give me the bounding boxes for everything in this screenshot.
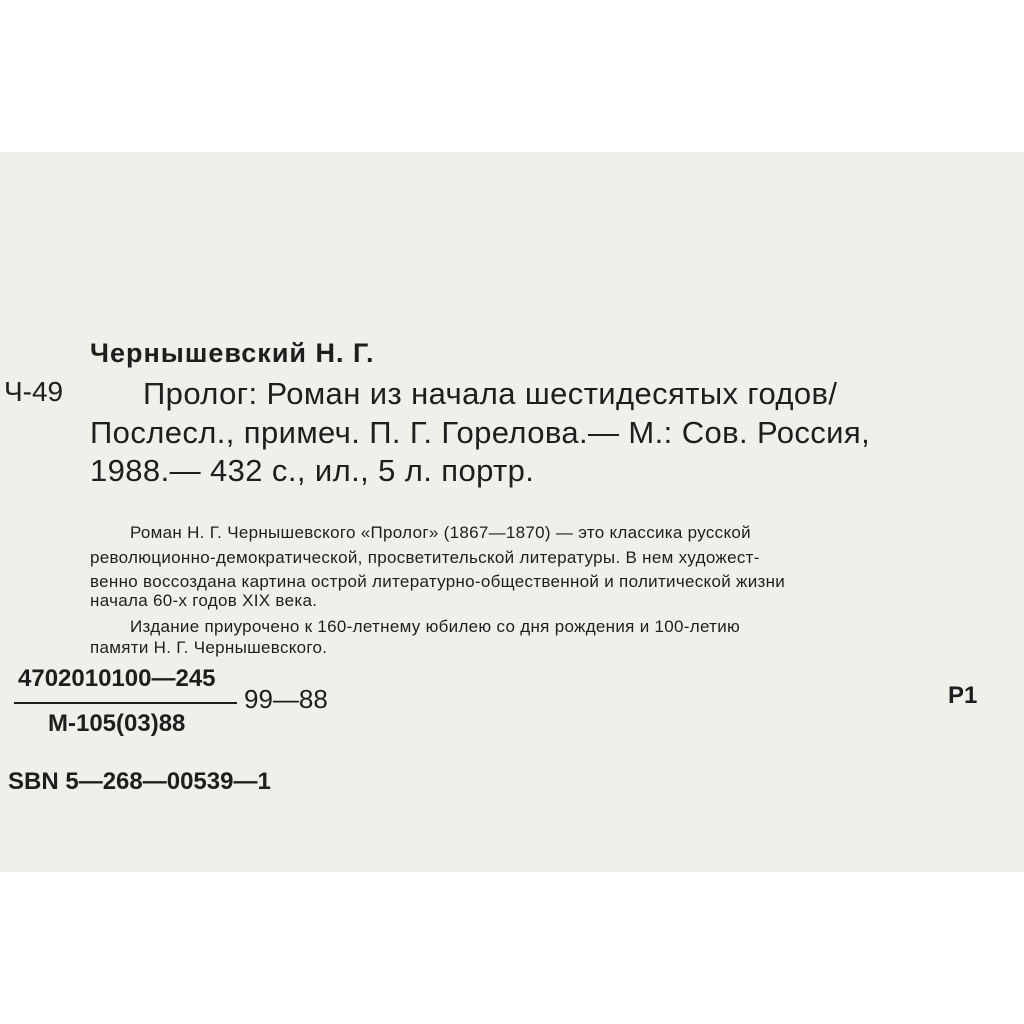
- annotation-line-5: Издание приурочено к 160-летнему юбилею со дня рождения и 100-летию: [130, 617, 741, 636]
- bbk-index: Р1: [948, 682, 978, 709]
- code-numerator: 4702010100—245: [18, 665, 216, 692]
- annotation-line-1: Роман Н. Г. Чернышевского «Пролог» (1867—1870) — это классика русской: [130, 523, 751, 542]
- annotation-line-4: начала 60-х годов XIX века.: [90, 591, 318, 610]
- annotation-line-3: венно воссоздана картина острой литературно-общественной и политической жизни: [90, 572, 786, 591]
- classmark: Ч-49: [4, 376, 64, 407]
- title-line-1: Пролог: Роман из начала шестидесятых годов/: [143, 376, 838, 411]
- annotation-line-2: революционно-демократической, просветительской литературы. В нем художест-: [90, 548, 760, 567]
- title-line-3: 1988.— 432 с., ил., 5 л. портр.: [90, 453, 535, 488]
- fraction-line: [14, 702, 237, 704]
- author-name: Чернышевский Н. Г.: [90, 338, 375, 368]
- annotation-line-6: памяти Н. Г. Чернышевского.: [90, 638, 328, 657]
- title-line-2: Послесл., примеч. П. Г. Горелова.— М.: Сов. Россия,: [90, 415, 871, 450]
- isbn: SBN 5—268—00539—1: [8, 768, 271, 795]
- catalog-card: [0, 152, 1024, 872]
- order-number: 99—88: [244, 684, 328, 714]
- code-denominator: М-105(03)88: [48, 710, 186, 737]
